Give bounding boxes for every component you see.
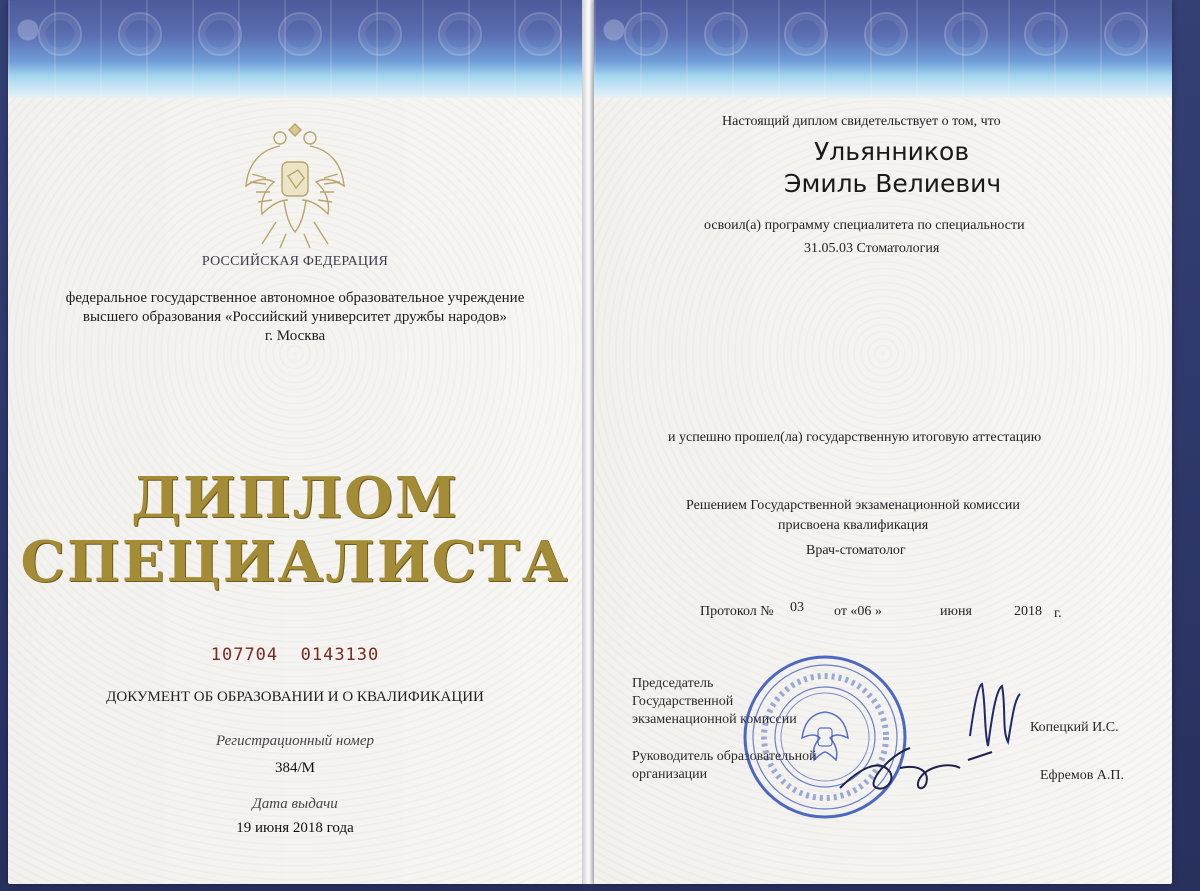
graduate-surname: Ульянников [814, 137, 970, 166]
registration-number: 384/М [274, 760, 315, 776]
protocol-year: 2018 [1014, 604, 1042, 619]
decision-line-1: Решением Государственной экзаменационной комиссии [686, 498, 1020, 513]
diploma-title-line-2: СПЕЦИАЛИСТА [20, 529, 570, 595]
institution-city: г. Москва [264, 328, 326, 344]
chair-title-line-2: Государственной [632, 694, 734, 709]
chair-name: Копецкий И.С. [1030, 720, 1119, 735]
document-type: ДОКУМЕНТ ОБ ОБРАЗОВАНИИ И О КВАЛИФИКАЦИИ [106, 689, 484, 705]
protocol-year-suffix: г. [1054, 606, 1062, 621]
head-title-line-1: Руководитель образовательной [632, 749, 817, 764]
graduate-given-names: Эмиль Велиевич [784, 169, 1002, 198]
program-text: освоил(а) программу специалитета по специальности [704, 218, 1025, 233]
diploma-spine [582, 0, 594, 884]
chair-title-line-1: Председатель [632, 676, 714, 691]
head-name: Ефремов А.П. [1040, 768, 1125, 783]
decision-line-2: присвоена квалификация [778, 518, 929, 533]
russian-coat-of-arms-icon [240, 116, 350, 256]
left-page [8, 0, 582, 884]
registration-label: Регистрационный номер [215, 733, 374, 749]
country-name: РОССИЙСКАЯ ФЕДЕРАЦИЯ [201, 254, 389, 269]
diploma-series-number: 107704 0143130 [210, 645, 380, 665]
head-signature-icon [830, 728, 1000, 808]
protocol-month: июня [940, 604, 972, 619]
issue-date: 19 июня 2018 года [236, 820, 354, 836]
diploma-title-line-1: ДИПЛОМ [131, 465, 459, 531]
intro-text: Настоящий диплом свидетельствует о том, что [722, 114, 1001, 129]
issue-date-label: Дата выдачи [252, 796, 338, 812]
institution-line-2: высшего образования «Российский университет дружбы народов» [82, 309, 508, 325]
qualification: Врач-стоматолог [806, 543, 906, 558]
protocol-number: 03 [790, 600, 804, 615]
specialty: 31.05.03 Стоматология [804, 241, 940, 256]
head-title-line-2: организации [632, 767, 708, 782]
attestation-text: и успешно прошел(ла) государственную итоговую аттестацию [668, 430, 1042, 445]
institution-line-1: федеральное государственное автономное образовательное учреждение [65, 290, 525, 306]
decorative-band [8, 0, 582, 98]
protocol-label: Протокол № [700, 604, 774, 619]
decorative-band [594, 0, 1172, 98]
protocol-day: от «06 » [834, 604, 882, 619]
chair-title-line-3: экзаменационной комиссии [632, 712, 797, 727]
